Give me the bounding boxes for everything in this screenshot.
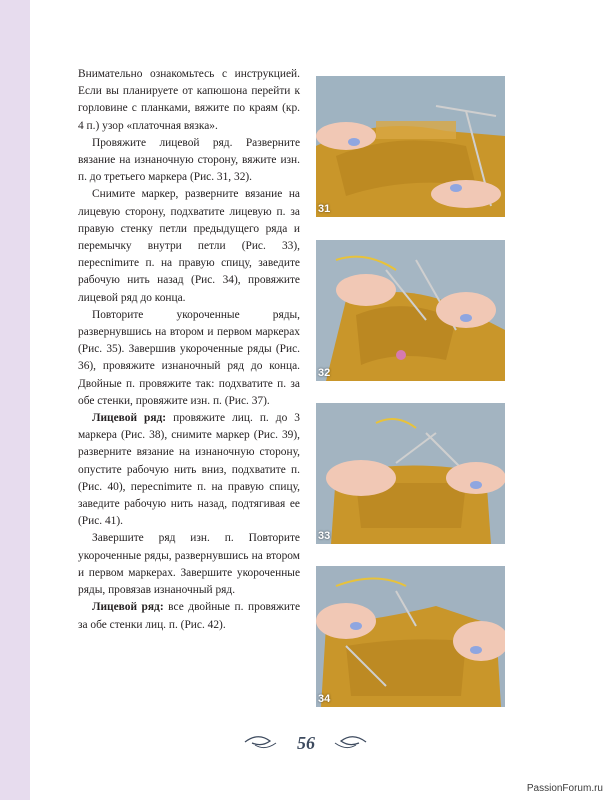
paragraph-lead: Лицевой ряд: [92, 601, 164, 614]
instruction-text-column [78, 66, 300, 634]
paragraph-text: Повторите укороченные ряды, развернувшись на втором и первом маркерах (Рис. 35). Завершив укороченные ряды (Рис. 36), провяжите изнаночный ряд до конца. Двойные п. провяжите так: подхватите п. за обе стенки, провяжите изн. п. (Рис. 37). [78, 308, 300, 407]
photo-number: 32 [318, 367, 331, 379]
page-footer [0, 727, 611, 757]
paragraph-text: Снимите маркер, разверните вязание на лицевую сторону, подхватите лицевую п. за правую стенку петли предыдущего ряда и перемычку внутри петли (Рис. 33), пересnimите п. на правую спицу, заведите рабочую нить назад (Рис. 34), провяжите лицевой ряд до конца. [78, 188, 300, 304]
photo-number: 33 [318, 530, 331, 542]
photo-32 [316, 240, 505, 381]
paragraph-text: все двойные п. провяжите за обе стенки лиц. п. (Рис. 42). [78, 601, 301, 631]
watermark: PassionForum.ru [526, 783, 603, 794]
photo-34 [316, 566, 505, 707]
instruction-paragraph [78, 410, 300, 530]
knitting-photo-32-illustration [316, 240, 505, 381]
paragraph-text: Завершите ряд изн. п. Повторите укороченные ряды, развернувшись на втором и первом маркерах. Завершите укороченные ряды, провязав изнаночный ряд. [78, 532, 300, 597]
decorative-side-strip [0, 0, 30, 800]
knitting-photo-31-illustration [316, 76, 505, 217]
knitting-photo-34-illustration [316, 566, 505, 707]
instruction-paragraph [78, 599, 300, 633]
page-number: 56 [297, 733, 315, 753]
photo-31 [316, 76, 505, 217]
instruction-paragraph [78, 307, 300, 410]
instruction-paragraph [78, 530, 300, 599]
paragraph-text: Внимательно ознакомьтесь с инструкцией. Если вы планируете от капюшона перейти к горловине с планками, вяжите по краям (кр. 4 п.) узор «платочная вязка». [78, 68, 300, 132]
photo-number: 34 [318, 693, 331, 705]
paragraph-text: провяжите лиц. п. до 3 маркера (Рис. 38), снимите маркер (Рис. 39), разверните вязание на изнаночную сторону, опустите рабочую нить вниз, подхватите п. (Рис. 40), пересnimите п. на правую спицу, заведите рабочую нить назад, подтягивая ее (Рис. 41). [78, 412, 300, 528]
photo-33 [316, 403, 505, 544]
knitting-photo-33-illustration [316, 403, 505, 544]
photo-number: 31 [318, 203, 331, 215]
instruction-paragraph [78, 186, 300, 306]
instruction-paragraph [78, 66, 300, 135]
paragraph-lead: Лицевой ряд: [92, 412, 167, 425]
paragraph-text: Провяжите лицевой ряд. Разверните вязание на изнаночную сторону, вяжите изн. п. до третьего маркера (Рис. 31, 32). [78, 136, 300, 184]
instruction-paragraph [78, 135, 300, 187]
